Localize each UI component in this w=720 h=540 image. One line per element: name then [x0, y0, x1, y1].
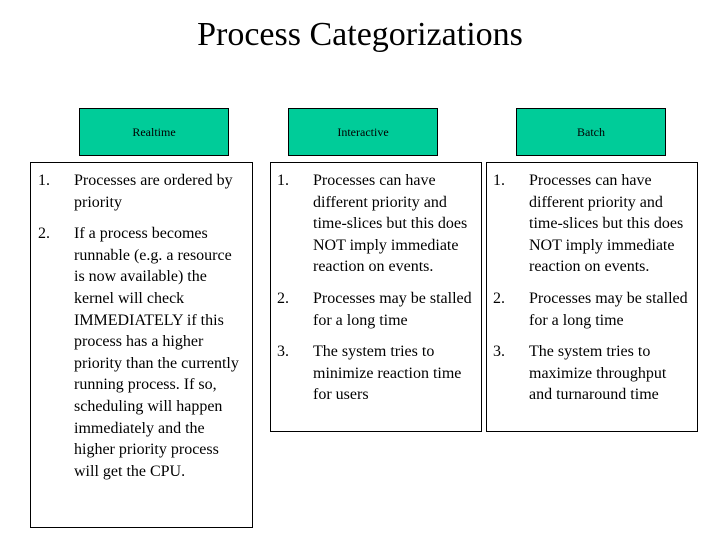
category-panel-realtime: [30, 162, 253, 528]
category-panel-batch: [486, 162, 698, 432]
slide-title: Process Categorizations: [197, 16, 523, 53]
list-item: [277, 341, 475, 406]
item-number: 1.: [277, 172, 289, 189]
list-item: [277, 170, 475, 278]
item-text: Processes can have different priority and time-slices but this does NOT imply immediate reaction on events.: [313, 172, 468, 276]
item-number: 2.: [38, 225, 50, 243]
list-item: [493, 341, 691, 406]
item-number: 2.: [277, 289, 289, 307]
item-number: 2.: [493, 289, 505, 307]
category-panel-interactive: [270, 162, 482, 432]
list-item: [493, 170, 691, 278]
item-text: If a process becomes runnable (e.g. a resource is now available) the kernel will check IMMEDIATELY if this process has a higher priority than the currently running process. If so, scheduling will happen immediately and the higher priority process will get the CPU.: [74, 225, 239, 480]
item-text: Processes may be stalled for a long time: [313, 289, 472, 329]
category-header-realtime: [79, 108, 229, 156]
category-header-interactive: [288, 108, 438, 156]
item-text: The system tries to minimize reaction time for users: [313, 343, 462, 404]
category-header-batch: [516, 108, 666, 156]
item-text: The system tries to maximize throughput and turnaround time: [529, 343, 667, 404]
category-label: Realtime: [132, 124, 176, 139]
list-item: [38, 170, 246, 213]
item-text: Processes are ordered by priority: [74, 172, 233, 211]
item-text: Processes may be stalled for a long time: [529, 289, 688, 329]
item-number: 1.: [493, 172, 505, 189]
list-item: [38, 223, 246, 482]
item-number: 1.: [38, 172, 50, 189]
list-item: [277, 288, 475, 331]
item-number: 3.: [277, 343, 289, 361]
item-number: 3.: [493, 343, 505, 361]
category-label: Batch: [577, 124, 605, 139]
item-text: Processes can have different priority and time-slices but this does NOT imply immediate reaction on events.: [529, 172, 684, 276]
list-item: [493, 288, 691, 331]
category-label: Interactive: [337, 124, 389, 139]
